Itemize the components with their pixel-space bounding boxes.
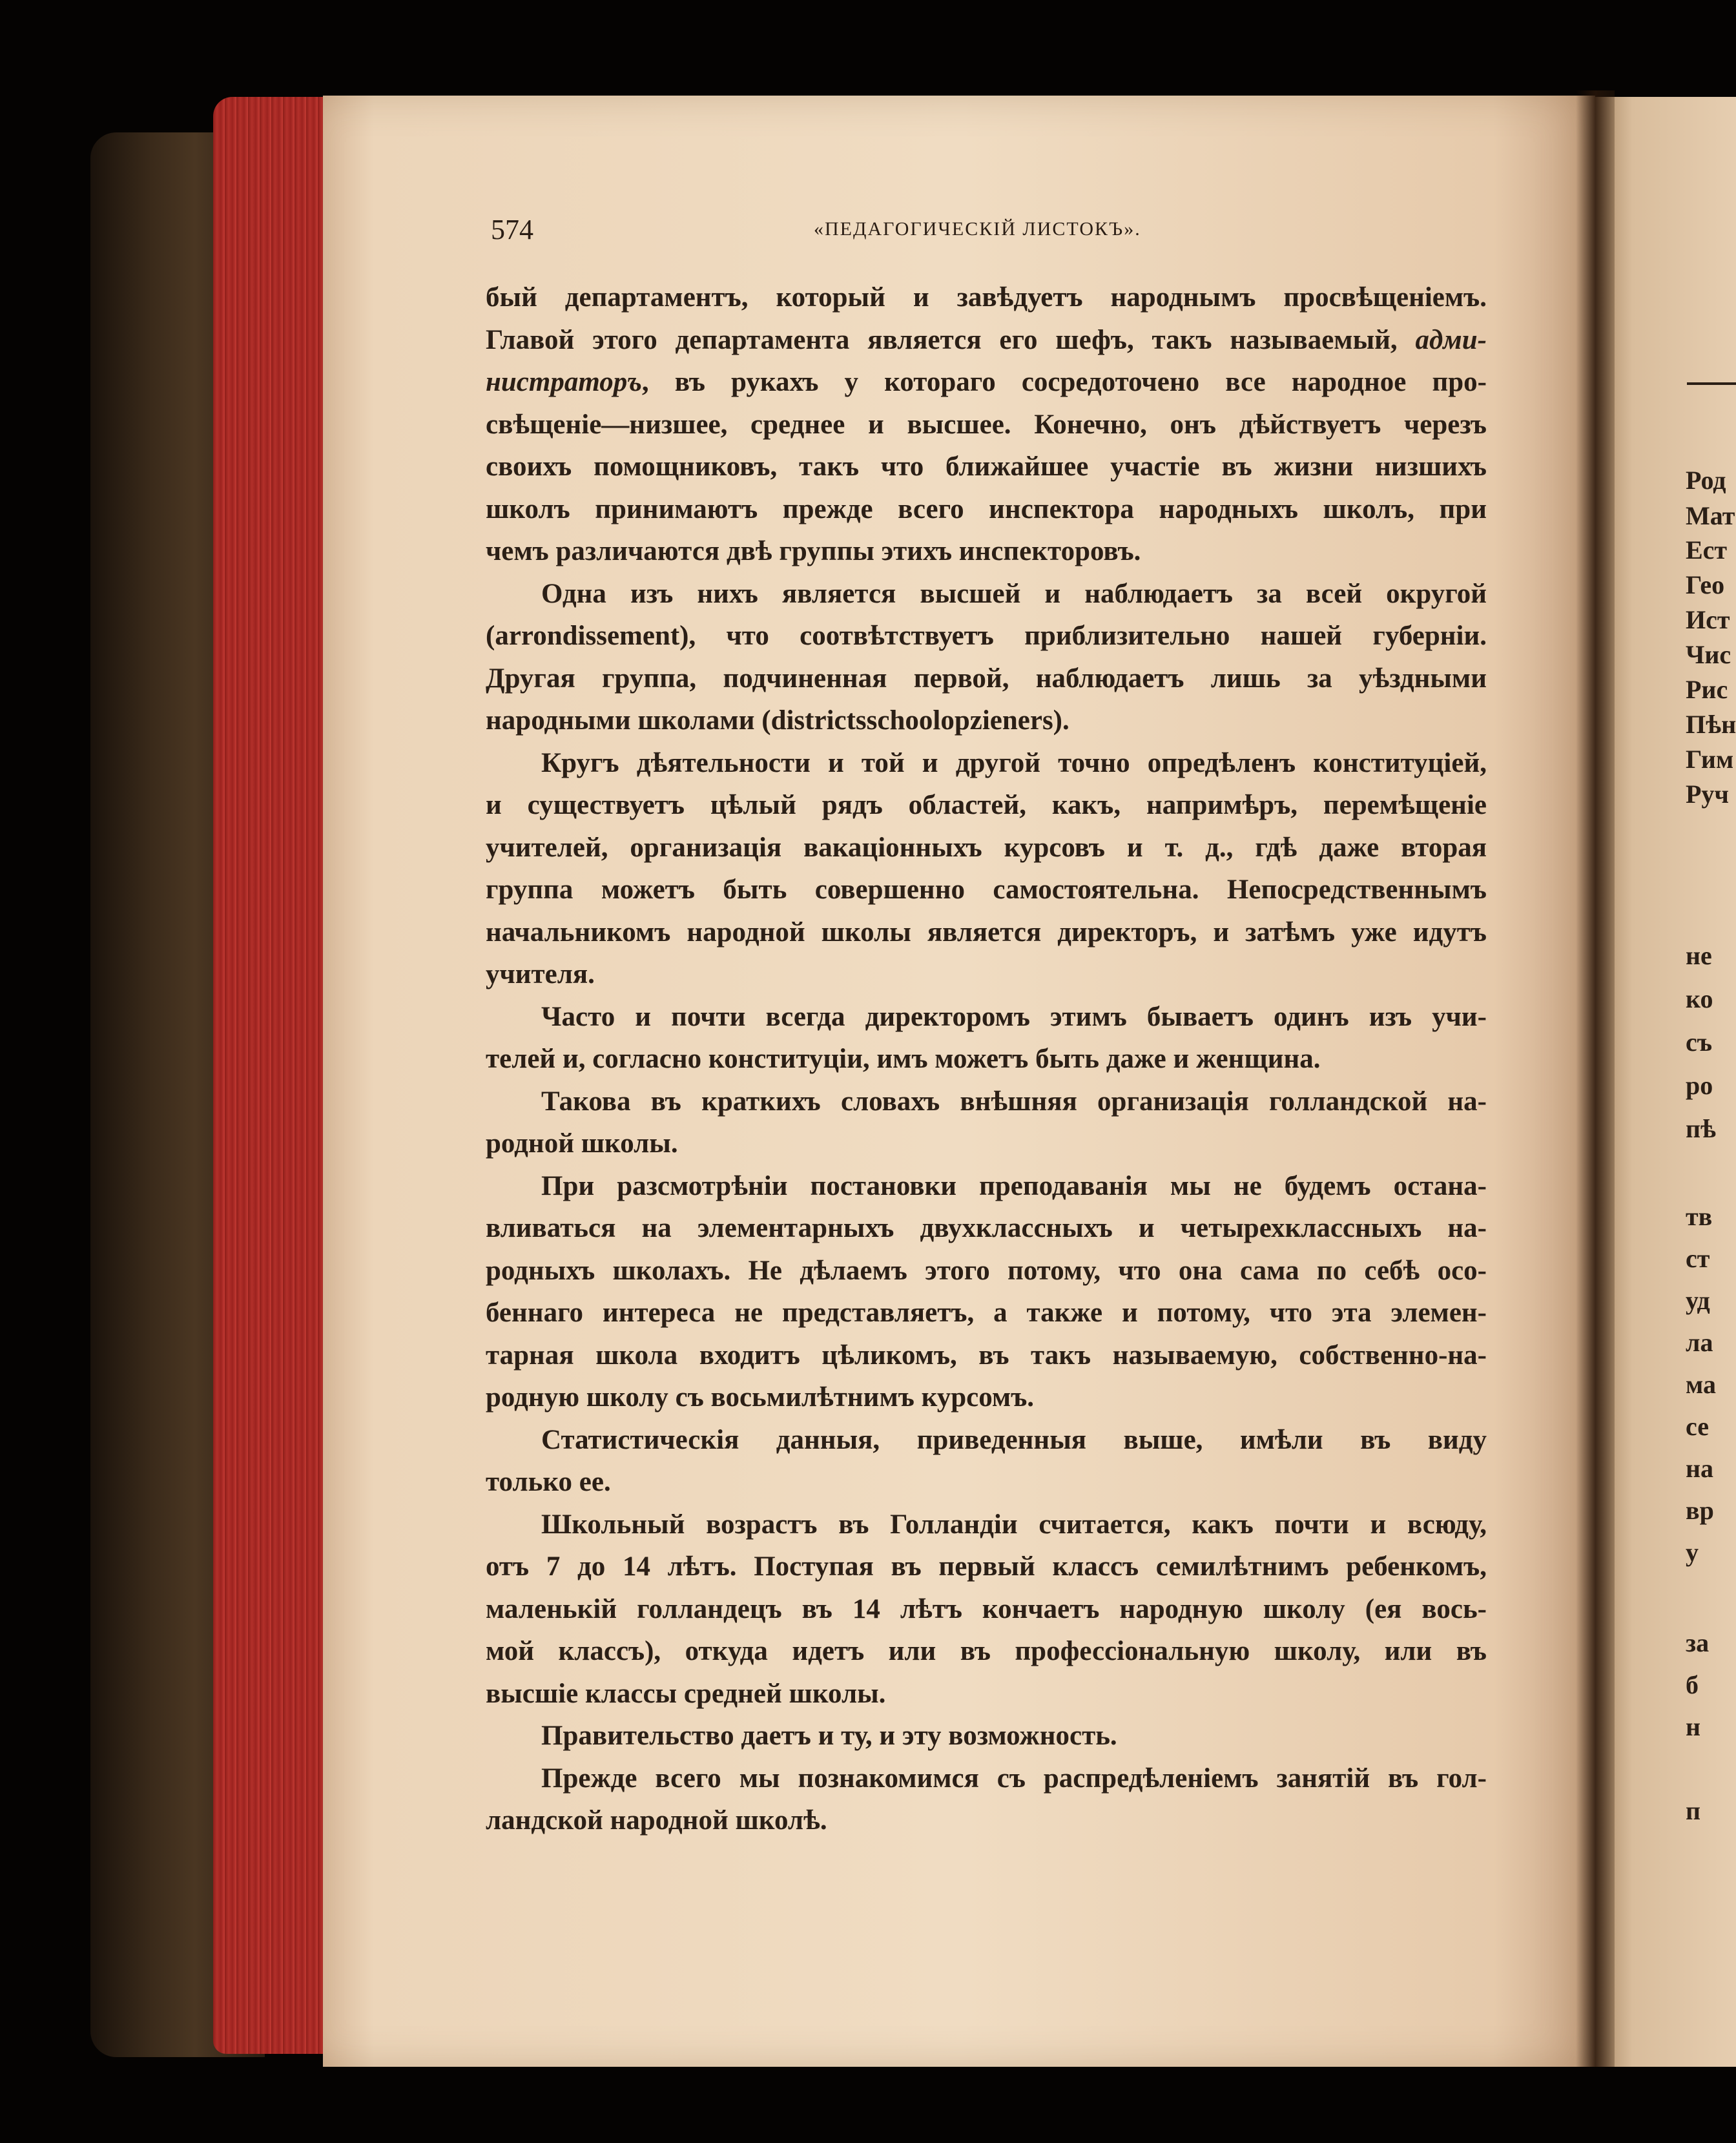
text-line: мой классъ), откуда идетъ или въ профессіональную школу, или въ <box>486 1636 1487 1666</box>
facing-page-fragment: Род <box>1686 466 1726 495</box>
facing-page-fragment: Ист <box>1686 605 1730 634</box>
facing-page-rule <box>1687 382 1736 385</box>
text-line: народными школами (districtsschoolopzieners). <box>486 705 1070 736</box>
facing-page-fragment: на <box>1686 1454 1714 1483</box>
facing-page-fragment: ма <box>1686 1370 1716 1399</box>
facing-page-fragment: у <box>1686 1538 1699 1567</box>
book-gutter <box>1576 90 1615 2067</box>
text-line: и существуетъ цѣлый рядъ областей, какъ, напримѣръ, перемѣщеніе <box>486 790 1487 820</box>
text-line: Одна изъ нихъ является высшей и наблюдаетъ за всей округой <box>541 578 1487 609</box>
text-line-content: нистраторъ, въ рукахъ у котораго сосредоточено все народное про- <box>486 367 1487 397</box>
text-line: Правительство даетъ и ту, и эту возможность. <box>541 1721 1117 1751</box>
text-line: телей и, согласно конституціи, имъ можетъ быть даже и женщина. <box>486 1044 1321 1074</box>
text-line: Такова въ краткихъ словахъ внѣшняя организація голландской на- <box>541 1086 1487 1117</box>
text-line: вливаться на элементарныхъ двухклассныхъ и четырехклассныхъ на- <box>486 1213 1487 1243</box>
facing-page-fragment: ла <box>1686 1328 1713 1357</box>
facing-page-fragment: Гео <box>1686 570 1725 599</box>
facing-page-fragment: тв <box>1686 1202 1713 1231</box>
text-line: Кругъ дѣятельности и той и другой точно опредѣленъ конституціей, <box>541 747 1487 778</box>
text-line: начальникомъ народной школы является директоръ, и затѣмъ уже идутъ <box>486 916 1487 947</box>
facing-page-fragment: Руч <box>1686 780 1729 809</box>
text-line: Прежде всего мы познакомимся съ распредѣленіемъ занятій въ гол- <box>541 1763 1487 1794</box>
text-line: бый департаментъ, который и завѣдуетъ народнымъ просвѣщеніемъ. <box>486 282 1487 313</box>
body-text <box>486 276 1487 1842</box>
text-line: своихъ помощниковъ, такъ что ближайшее участіе въ жизни низшихъ <box>486 451 1487 482</box>
facing-page-fragment: не <box>1686 941 1712 970</box>
facing-page-fragment: ро <box>1686 1071 1713 1100</box>
text-line: свѣщеніе—низшее, среднее и высшее. Конечно, онъ дѣйствуетъ черезъ <box>486 409 1487 440</box>
text-line: родныхъ школахъ. Не дѣлаемъ этого потому, что она сама по себѣ осо- <box>486 1255 1487 1286</box>
text-line: чемъ различаются двѣ группы этихъ инспекторовъ. <box>486 536 1141 566</box>
text-line: тарная школа входитъ цѣликомъ, въ такъ называемую, собственно-на- <box>486 1340 1487 1371</box>
text-line: высшіе классы средней школы. <box>486 1678 886 1709</box>
text-line: Школьный возрастъ въ Голландіи считается, какъ почти и всюду, <box>541 1509 1487 1540</box>
text-line: отъ 7 до 14 лѣтъ. Поступая въ первый классъ семилѣтнимъ ребенкомъ, <box>486 1551 1487 1582</box>
facing-page-fragment: уд <box>1686 1286 1710 1315</box>
facing-page-fragment: се <box>1686 1412 1709 1441</box>
facing-page-fragment: Пѣн <box>1686 710 1736 739</box>
text-line: учителей, организація вакаціонныхъ курсовъ и т. д., гдѣ даже вторая <box>486 832 1487 863</box>
text-line: школъ принимаютъ прежде всего инспектора народныхъ школъ, при <box>486 493 1487 524</box>
facing-page-fragment: Ест <box>1686 535 1728 564</box>
text-line <box>486 319 1487 362</box>
text-line: ландской народной школѣ. <box>486 1805 827 1836</box>
facing-page-fragment: ст <box>1686 1244 1710 1273</box>
facing-page-fragment: н <box>1686 1712 1701 1741</box>
facing-page-fragment: ко <box>1686 984 1713 1013</box>
facing-page-fragment: б <box>1686 1670 1699 1699</box>
text-line: Статистическія данныя, приведенныя выше, имѣли въ виду <box>541 1424 1487 1455</box>
text-line: учителя. <box>486 959 595 989</box>
text-line: группа можетъ быть совершенно самостоятельна. Непосредственнымъ <box>486 875 1487 905</box>
running-title: «ПЕДАГОГИЧЕСКІЙ ЛИСТОКЪ». <box>814 218 1141 240</box>
facing-page-fragment: съ <box>1686 1028 1713 1057</box>
facing-page-fragment: пѣ <box>1686 1114 1717 1143</box>
text-line: При разсмотрѣніи постановки преподаванія мы не будемъ остана- <box>541 1170 1487 1201</box>
facing-page-fragment: за <box>1686 1628 1710 1657</box>
page-header <box>491 213 1485 252</box>
facing-page-fragment: п <box>1686 1796 1701 1825</box>
text-line: маленькій голландецъ въ 14 лѣтъ кончаетъ народную школу (ея вось- <box>486 1593 1487 1624</box>
text-line: (arrondissement), что соотвѣтствуетъ приблизительно нашей губерніи. <box>486 621 1487 651</box>
text-line-content: Главой этого департамента является его шефъ, такъ называемый, адми- <box>486 324 1487 355</box>
facing-page-fragment: вр <box>1686 1496 1714 1525</box>
text-line: только ее. <box>486 1467 611 1497</box>
facing-page-fragment: Гим <box>1686 745 1734 774</box>
text-line: беннаго интереса не представляетъ, а также и потому, что эта элемен- <box>486 1298 1487 1328</box>
text-line: Другая группа, подчиненная первой, наблюдаетъ лишь за уѣздными <box>486 663 1487 694</box>
facing-page-fragment: Рис <box>1686 675 1728 704</box>
page-number: 574 <box>491 214 533 245</box>
facing-page-fragment: Чис <box>1686 640 1731 669</box>
text-line: родную школу съ восьмилѣтнимъ курсомъ. <box>486 1382 1035 1413</box>
text-line: родной школы. <box>486 1128 678 1159</box>
facing-page-fragment: Мат <box>1686 501 1735 530</box>
text-line: Часто и почти всегда директоромъ этимъ бываетъ одинъ изъ учи- <box>541 1001 1487 1032</box>
text-line <box>486 361 1487 404</box>
